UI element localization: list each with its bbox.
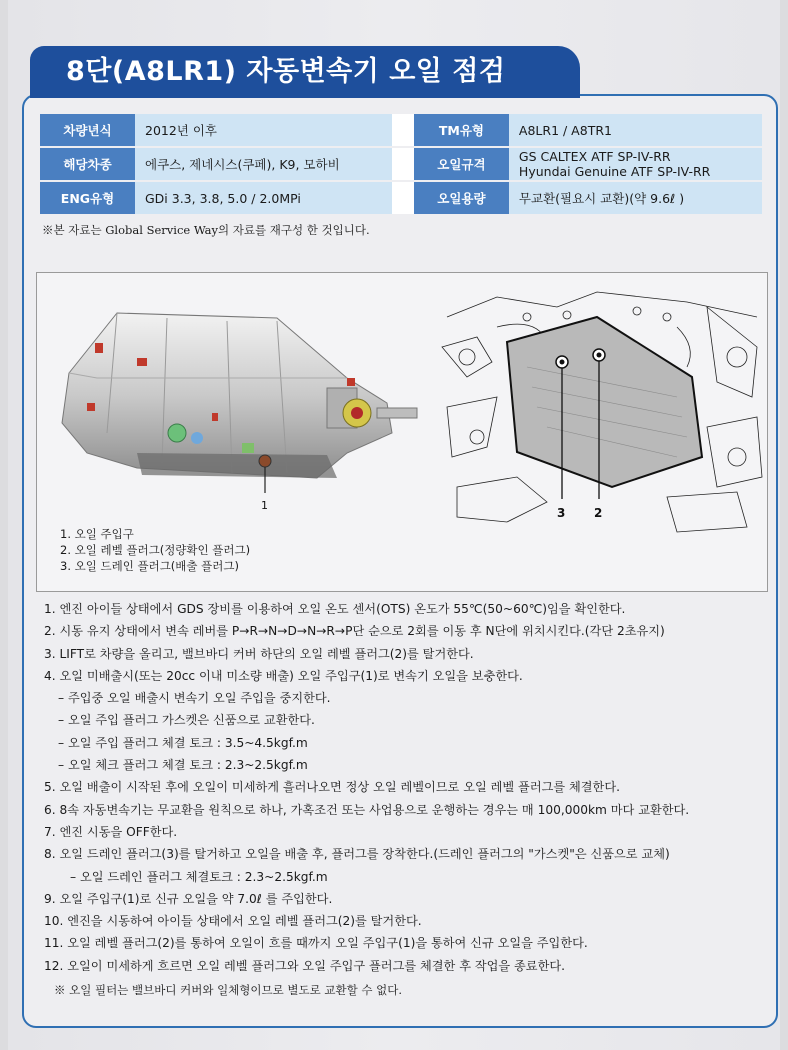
step-item: 3. LIFT로 차량을 올리고, 밸브바디 커버 하단의 오일 레벨 플러그(2)를 탈거한다. (44, 646, 474, 661)
step-item: – 오일 주입 플러그 가스켓은 신품으로 교환한다. (58, 713, 315, 728)
spec-value: 에쿠스, 제네시스(쿠페), K9, 모하비 (135, 148, 392, 180)
spec-row (40, 114, 762, 146)
spec-value (509, 114, 762, 146)
transmission-illustration (47, 283, 427, 533)
spec-value: GDi 3.3, 3.8, 5.0 / 2.0MPi (135, 182, 392, 214)
step-item: 6. 8속 자동변속기는 무교환을 원칙으로 하나, 가혹조건 또는 사업용으로 운행하는 경우는 매 100,000km 마다 교환한다. (44, 802, 690, 817)
spec-label: 해당차종 (40, 148, 135, 180)
spec-label: ENG유형 (40, 182, 135, 214)
spec-value (509, 182, 762, 214)
step-item: 8. 오일 드레인 플러그(3)를 탈거하고 오일을 배출 후, 플러그를 장착한다.(드레인 플러그의 "가스켓"은 신품으로 교체) (44, 847, 670, 862)
legend-item: 1. 오일 주입구 (60, 527, 134, 541)
step-item: – 오일 드레인 플러그 체결토크 : 2.3~2.5kgf.m (70, 869, 328, 884)
step-item: 11. 오일 레벨 플러그(2)를 통하여 오일이 흐를 때까지 오일 주입구(1)을 통하여 신규 오일을 주입한다. (44, 936, 588, 951)
footnote: ※ 오일 필터는 밸브바디 커버와 일체형이므로 별도로 교환할 수 없다. (54, 983, 402, 998)
step-item: – 주입중 오일 배출시 변속기 오일 주입을 중지한다. (58, 691, 331, 706)
page (8, 0, 780, 1050)
procedure-steps (44, 598, 774, 1001)
step-item: 4. 오일 미배출시(또는 20cc 이내 미소량 배출) 오일 주입구(1)로 변속기 오일을 보충한다. (44, 668, 523, 683)
spec-row (40, 182, 762, 214)
spec-value-line: A8LR1 / A8TR1 (518, 122, 612, 138)
spec-label: TM유형 (414, 114, 509, 146)
step-item: 1. 엔진 아이들 상태에서 GDS 장비를 이용하여 오일 온도 센서(OTS) 온도가 55℃(50~60℃)임을 확인한다. (44, 602, 626, 616)
spec-row (40, 148, 762, 180)
spec-label: 오일용량 (414, 182, 509, 214)
oil-pan-diagram (437, 287, 767, 537)
legend-item: 2. 오일 레벨 플러그(정량확인 플러그) (60, 543, 251, 557)
spec-table (40, 112, 762, 216)
spec-value-line: Hyundai Genuine ATF SP-IV-RR (518, 164, 711, 179)
step-item: 2. 시동 유지 상태에서 변속 레버를 P→R→N→D→N→R→P단 순으로 2회를 이동 후 N단에 위치시킨다.(각단 2초유지) (44, 624, 665, 639)
diagram-legend (60, 526, 250, 574)
spec-label: 차량년식 (40, 114, 135, 146)
callout-1: 1 (261, 499, 268, 512)
spec-value-line: GS CALTEX ATF SP-IV-RR (518, 149, 671, 164)
spec-gap (392, 148, 414, 180)
spec-label: 오일규격 (414, 148, 509, 180)
source-note: ※본 자료는 Global Service Way의 자료를 재구성 한 것입니다. (42, 223, 370, 237)
callout-2: 2 (594, 506, 603, 520)
step-item: 12. 오일이 미세하게 흐르면 오일 레벨 플러그와 오일 주입구 플러그를 체결한 후 작업을 종료한다. (44, 958, 565, 973)
step-item: – 오일 체크 플러그 체결 토크 : 2.3~2.5kgf.m (58, 758, 308, 773)
step-item: 5. 오일 배출이 시작된 후에 오일이 미세하게 흘러나오면 정상 오일 레벨이므로 오일 레벨 플러그를 체결한다. (44, 780, 620, 795)
spec-value: 2012년 이후 (135, 114, 392, 146)
spec-value (509, 148, 762, 180)
spec-gap (392, 182, 414, 214)
step-item: 9. 오일 주입구(1)로 신규 오일을 약 7.0ℓ 를 주입한다. (44, 891, 333, 906)
page-title: 8단(A8LR1) 자동변속기 오일 점검 (30, 46, 580, 98)
spec-value-line: 무교환(필요시 교환)(약 9.6ℓ ) (518, 191, 685, 206)
step-item: 10. 엔진을 시동하여 아이들 상태에서 오일 레벨 플러그(2)를 탈거한다. (44, 914, 422, 929)
spec-gap (392, 114, 414, 146)
step-item: – 오일 주입 플러그 체결 토크 : 3.5~4.5kgf.m (58, 735, 308, 750)
callout-3: 3 (557, 506, 566, 520)
legend-item: 3. 오일 드레인 플러그(배출 플러그) (60, 559, 239, 573)
step-item: 7. 엔진 시동을 OFF한다. (44, 824, 178, 839)
